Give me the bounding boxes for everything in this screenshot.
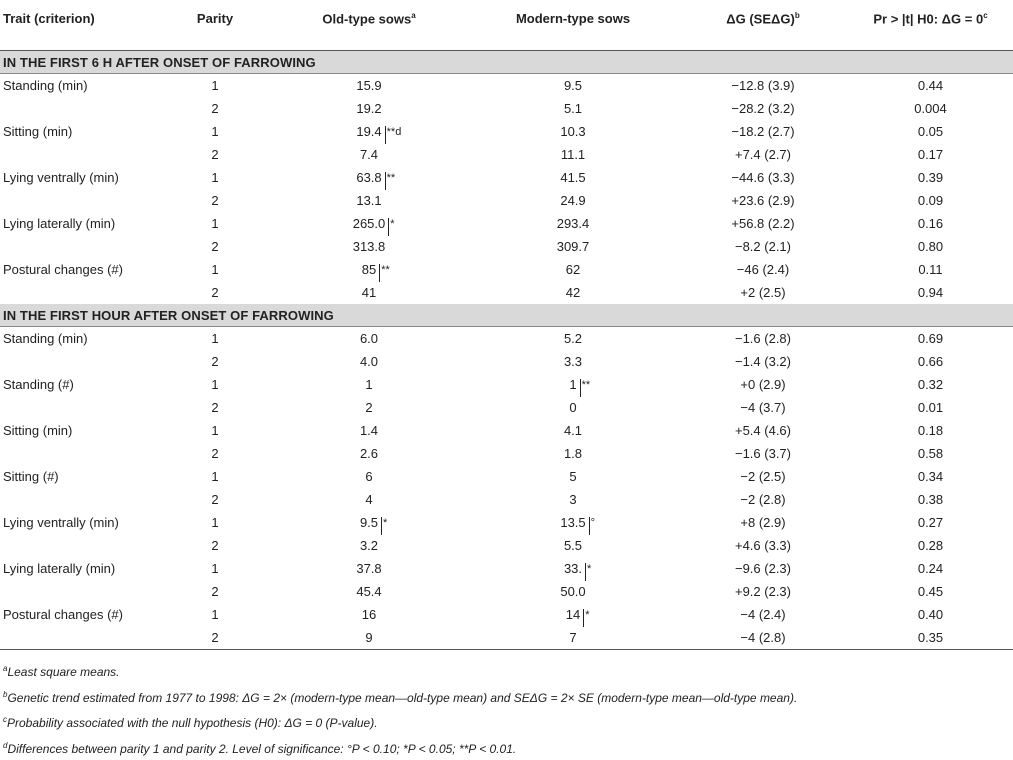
dg-cell: +4.6 (3.3) — [678, 534, 848, 557]
footnote: $^b$Genetic trend estimated from 1977 to 1998: ΔG = 2× (modern-type mean—old-type mean) and SEΔG = 2× SE (modern-type mean—old-type mean). — [3, 684, 797, 710]
section-title: IN THE FIRST HOUR AFTER ONSET OF FARROWING — [0, 304, 1013, 327]
modern-cell: 9.5 — [468, 74, 678, 98]
old-cell — [270, 212, 468, 235]
old-cell: 6 — [270, 465, 468, 488]
table-row — [0, 74, 1013, 98]
trait-cell — [0, 143, 160, 166]
pr-cell: 0.05 — [848, 120, 1013, 143]
modern-cell: 3 — [468, 488, 678, 511]
dg-cell: −1.6 (3.7) — [678, 442, 848, 465]
pr-cell: 0.24 — [848, 557, 1013, 580]
parity-cell: 1 — [160, 465, 270, 488]
pr-cell: 0.80 — [848, 235, 1013, 258]
dg-cell: −4 (2.4) — [678, 603, 848, 626]
table-row — [0, 350, 1013, 373]
old-cell: 3.2 — [270, 534, 468, 557]
modern-cell: 309.7 — [468, 235, 678, 258]
dg-cell: −46 (2.4) — [678, 258, 848, 281]
modern-cell-value: 33. — [564, 561, 582, 576]
parity-cell: 2 — [160, 488, 270, 511]
old-cell — [270, 120, 468, 143]
dg-cell: +9.2 (2.3) — [678, 580, 848, 603]
modern-cell: 62 — [468, 258, 678, 281]
modern-cell: 4.1 — [468, 419, 678, 442]
modern-cell: 7 — [468, 626, 678, 650]
table-row — [0, 281, 1013, 304]
modern-cell: 41.5 — [468, 166, 678, 189]
header-row — [0, 0, 1013, 51]
old-cell: 2.6 — [270, 442, 468, 465]
dg-cell: −2 (2.5) — [678, 465, 848, 488]
section-header-row — [0, 51, 1013, 74]
significance-marker: * — [378, 517, 387, 535]
modern-cell — [468, 373, 678, 396]
old-cell: 2 — [270, 396, 468, 419]
pr-cell: 0.69 — [848, 327, 1013, 351]
parity-cell: 2 — [160, 235, 270, 258]
old-cell: 6.0 — [270, 327, 468, 351]
trait-cell — [0, 488, 160, 511]
pr-cell: 0.27 — [848, 511, 1013, 534]
modern-cell: 0 — [468, 396, 678, 419]
parity-cell: 1 — [160, 327, 270, 351]
section-title: IN THE FIRST 6 H AFTER ONSET OF FARROWING — [0, 51, 1013, 74]
footnote: $^a$Least square means. — [3, 658, 797, 684]
table-row — [0, 258, 1013, 281]
table-row — [0, 603, 1013, 626]
old-cell-value: 9.5 — [360, 515, 378, 530]
dg-cell: +8 (2.9) — [678, 511, 848, 534]
modern-cell: 5.1 — [468, 97, 678, 120]
trait-cell: Postural changes (#) — [0, 603, 160, 626]
pr-cell: 0.38 — [848, 488, 1013, 511]
dg-cell: +56.8 (2.2) — [678, 212, 848, 235]
footnote: $^c$Probability associated with the null hypothesis (H0): ΔG = 0 (P-value). — [3, 709, 797, 735]
table-row — [0, 580, 1013, 603]
table-row — [0, 442, 1013, 465]
modern-cell: 11.1 — [468, 143, 678, 166]
old-cell — [270, 258, 468, 281]
pr-cell: 0.34 — [848, 465, 1013, 488]
dg-cell: −1.6 (2.8) — [678, 327, 848, 351]
parity-cell: 2 — [160, 442, 270, 465]
dg-cell: +5.4 (4.6) — [678, 419, 848, 442]
dg-cell: −44.6 (3.3) — [678, 166, 848, 189]
trait-cell: Postural changes (#) — [0, 258, 160, 281]
modern-cell: 1.8 — [468, 442, 678, 465]
trait-cell — [0, 534, 160, 557]
significance-marker: ° — [586, 517, 595, 535]
dg-cell: −1.4 (3.2) — [678, 350, 848, 373]
modern-cell: 293.4 — [468, 212, 678, 235]
significance-marker: * — [580, 609, 589, 627]
modern-cell-value: 1 — [569, 377, 576, 392]
pr-cell: 0.16 — [848, 212, 1013, 235]
table-row — [0, 557, 1013, 580]
old-cell-value: 265.0 — [353, 216, 386, 231]
pr-cell: 0.40 — [848, 603, 1013, 626]
trait-cell — [0, 626, 160, 650]
trait-cell: Lying laterally (min) — [0, 557, 160, 580]
dg-cell: −28.2 (3.2) — [678, 97, 848, 120]
dg-cell: −2 (2.8) — [678, 488, 848, 511]
modern-cell-value: 14 — [566, 607, 580, 622]
parity-cell: 2 — [160, 281, 270, 304]
old-cell: 4.0 — [270, 350, 468, 373]
table-row — [0, 488, 1013, 511]
old-cell-value: 85 — [362, 262, 376, 277]
table-row — [0, 189, 1013, 212]
pr-cell: 0.17 — [848, 143, 1013, 166]
modern-cell: 50.0 — [468, 580, 678, 603]
table-row — [0, 143, 1013, 166]
col-header-modern: Modern-type sows — [468, 0, 678, 51]
table-row — [0, 166, 1013, 189]
parity-cell: 2 — [160, 534, 270, 557]
significance-marker: **d — [382, 126, 402, 144]
parity-cell: 1 — [160, 258, 270, 281]
pr-cell: 0.01 — [848, 396, 1013, 419]
col-header-parity: Parity — [160, 0, 270, 51]
pr-cell: 0.94 — [848, 281, 1013, 304]
pr-cell: 0.32 — [848, 373, 1013, 396]
trait-cell: Standing (min) — [0, 327, 160, 351]
pr-cell: 0.58 — [848, 442, 1013, 465]
significance-marker: ** — [382, 172, 396, 190]
trait-cell: Lying ventrally (min) — [0, 166, 160, 189]
parity-cell: 2 — [160, 350, 270, 373]
col-header-dg: ΔG $(SE\Delta G)^b$ — [678, 0, 848, 51]
dg-cell: −4 (3.7) — [678, 396, 848, 419]
parity-cell: 1 — [160, 120, 270, 143]
modern-cell: 5 — [468, 465, 678, 488]
modern-cell: 3.3 — [468, 350, 678, 373]
pr-cell: 0.35 — [848, 626, 1013, 650]
modern-cell: 24.9 — [468, 189, 678, 212]
pr-cell: 0.39 — [848, 166, 1013, 189]
old-cell: 19.2 — [270, 97, 468, 120]
dg-cell: +23.6 (2.9) — [678, 189, 848, 212]
parity-cell: 2 — [160, 396, 270, 419]
modern-cell-value: 13.5 — [560, 515, 585, 530]
modern-cell — [468, 603, 678, 626]
old-cell: 1 — [270, 373, 468, 396]
old-cell — [270, 166, 468, 189]
trait-cell — [0, 281, 160, 304]
parity-cell: 1 — [160, 373, 270, 396]
table-row — [0, 419, 1013, 442]
table-row — [0, 97, 1013, 120]
trait-cell: Sitting (min) — [0, 120, 160, 143]
trait-cell: Sitting (#) — [0, 465, 160, 488]
parity-cell: 1 — [160, 511, 270, 534]
col-header-trait: Trait (criterion) — [0, 0, 160, 51]
parity-cell: 1 — [160, 419, 270, 442]
trait-cell: Standing (#) — [0, 373, 160, 396]
table-row — [0, 511, 1013, 534]
trait-cell — [0, 442, 160, 465]
old-cell: 7.4 — [270, 143, 468, 166]
pr-cell: 0.66 — [848, 350, 1013, 373]
parity-cell: 2 — [160, 580, 270, 603]
modern-cell — [468, 557, 678, 580]
section-header-row — [0, 304, 1013, 327]
significance-marker: * — [385, 218, 394, 236]
table-row — [0, 626, 1013, 650]
trait-cell: Sitting (min) — [0, 419, 160, 442]
old-cell: 4 — [270, 488, 468, 511]
dg-cell: +0 (2.9) — [678, 373, 848, 396]
modern-cell: 5.2 — [468, 327, 678, 351]
parity-cell: 2 — [160, 626, 270, 650]
trait-cell — [0, 189, 160, 212]
col-header-old: Old-type sows$^a$ — [270, 0, 468, 51]
dg-cell: −12.8 (3.9) — [678, 74, 848, 98]
modern-cell: 10.3 — [468, 120, 678, 143]
old-cell-value: 19.4 — [356, 124, 381, 139]
pr-cell: 0.18 — [848, 419, 1013, 442]
modern-cell — [468, 511, 678, 534]
pr-cell: 0.004 — [848, 97, 1013, 120]
trait-cell: Lying ventrally (min) — [0, 511, 160, 534]
table-row — [0, 396, 1013, 419]
trait-cell — [0, 235, 160, 258]
old-cell: 41 — [270, 281, 468, 304]
old-cell: 1.4 — [270, 419, 468, 442]
parity-cell: 2 — [160, 97, 270, 120]
parity-cell: 1 — [160, 212, 270, 235]
trait-cell — [0, 396, 160, 419]
old-cell: 13.1 — [270, 189, 468, 212]
dg-cell: −18.2 (2.7) — [678, 120, 848, 143]
old-cell-value: 63.8 — [356, 170, 381, 185]
old-cell: 45.4 — [270, 580, 468, 603]
modern-cell: 42 — [468, 281, 678, 304]
pr-cell: 0.45 — [848, 580, 1013, 603]
trait-cell: Standing (min) — [0, 74, 160, 98]
pr-cell: 0.09 — [848, 189, 1013, 212]
parity-cell: 2 — [160, 189, 270, 212]
trait-cell — [0, 350, 160, 373]
significance-marker: ** — [577, 379, 591, 397]
pr-cell: 0.28 — [848, 534, 1013, 557]
trait-cell: Lying laterally (min) — [0, 212, 160, 235]
dg-cell: +7.4 (2.7) — [678, 143, 848, 166]
pr-cell: 0.11 — [848, 258, 1013, 281]
col-header-pr: Pr > |t| H0: $\Delta G = 0^c$ — [848, 0, 1013, 51]
dg-cell: −8.2 (2.1) — [678, 235, 848, 258]
old-cell: 16 — [270, 603, 468, 626]
trait-cell — [0, 97, 160, 120]
old-cell: 9 — [270, 626, 468, 650]
table-row — [0, 534, 1013, 557]
significance-marker: * — [582, 563, 591, 581]
significance-marker: ** — [376, 264, 390, 282]
parity-cell: 1 — [160, 74, 270, 98]
parity-cell: 1 — [160, 603, 270, 626]
modern-cell: 5.5 — [468, 534, 678, 557]
table-row — [0, 212, 1013, 235]
old-cell: 37.8 — [270, 557, 468, 580]
table-row — [0, 327, 1013, 351]
old-cell — [270, 511, 468, 534]
pr-cell: 0.44 — [848, 74, 1013, 98]
trait-cell — [0, 580, 160, 603]
table-row — [0, 235, 1013, 258]
parity-cell: 1 — [160, 557, 270, 580]
dg-cell: −4 (2.8) — [678, 626, 848, 650]
table-row — [0, 465, 1013, 488]
dg-cell: +2 (2.5) — [678, 281, 848, 304]
table-row — [0, 120, 1013, 143]
old-cell: 313.8 — [270, 235, 468, 258]
parity-cell: 1 — [160, 166, 270, 189]
old-cell: 15.9 — [270, 74, 468, 98]
parity-cell: 2 — [160, 143, 270, 166]
footnote: $^d$Differences between parity 1 and parity 2. Level of significance: °P < 0.10; *P < 0.05; **P < 0.01. — [3, 735, 797, 760]
dg-cell: −9.6 (2.3) — [678, 557, 848, 580]
table-row — [0, 373, 1013, 396]
